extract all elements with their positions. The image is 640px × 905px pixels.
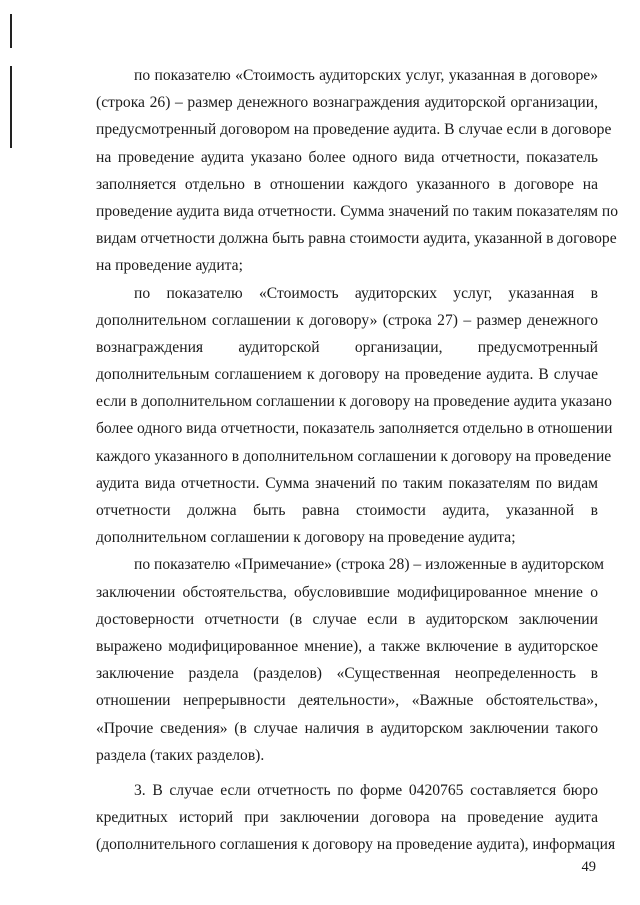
text-line: отношении непрерывности деятельности», «Важные обстоятельства», bbox=[96, 692, 598, 710]
text-line: «Прочие сведения» (в случае наличия в аудиторском заключении такого bbox=[96, 719, 598, 737]
paragraph bbox=[96, 280, 613, 552]
text-line: аудита вида отчетности. Сумма значений по таким показателям по видам bbox=[96, 474, 598, 492]
text-line: предусмотренный договором на проведение аудита. В случае если в договоре bbox=[96, 121, 612, 139]
text-line: видам отчетности должна быть равна стоимости аудита, указанной в договоре bbox=[96, 230, 617, 248]
text-line: раздела (таких разделов). bbox=[96, 746, 265, 764]
text-line: достоверности отчетности (в случае если в аудиторском заключении bbox=[96, 610, 598, 628]
text-line: более одного вида отчетности, показатель заполняется отдельно в отношении bbox=[96, 420, 613, 438]
paragraph bbox=[96, 777, 616, 859]
text-line: (строка 26) – размер денежного вознаграждения аудиторской организации, bbox=[96, 94, 598, 112]
margin-mark-top bbox=[10, 14, 12, 48]
text-line: каждого указанного в дополнительном соглашении к договору на проведение bbox=[96, 447, 612, 465]
text-line: заключение раздела (разделов) «Существенная неопределенность в bbox=[96, 665, 598, 683]
text-line: если в дополнительном соглашении к договору на проведение аудита указано bbox=[96, 393, 612, 411]
paragraph bbox=[96, 62, 619, 280]
document-page bbox=[96, 62, 619, 858]
text-line: по показателю «Стоимость аудиторских услуг, указанная в bbox=[134, 284, 598, 302]
text-line: заполняется отдельно в отношении каждого указанного в договоре на bbox=[96, 175, 598, 193]
text-line: дополнительным соглашением к договору на проведение аудита. В случае bbox=[96, 366, 598, 384]
margin-mark-middle bbox=[10, 66, 12, 148]
text-line: на проведение аудита; bbox=[96, 257, 243, 275]
text-line: отчетности должна быть равна стоимости аудита, указанной в bbox=[96, 502, 598, 519]
text-line: выражено модифицированное мнение), а также включение в аудиторское bbox=[96, 637, 598, 655]
text-line: 3. В случае если отчетность по форме 0420765 составляется бюро bbox=[134, 781, 598, 799]
text-line: дополнительном соглашении к договору» (строка 27) – размер денежного bbox=[96, 311, 598, 329]
text-line: вознаграждения аудиторской организации, предусмотренный bbox=[96, 338, 598, 356]
text-line: по показателю «Стоимость аудиторских услуг, указанная в договоре» bbox=[134, 67, 598, 84]
document-body bbox=[96, 62, 619, 858]
page-number: 49 bbox=[581, 859, 596, 875]
text-line: проведение аудита вида отчетности. Сумма значений по таким показателям по bbox=[96, 202, 619, 220]
text-line: на проведение аудита указано более одного вида отчетности, показатель bbox=[96, 148, 598, 166]
paragraph bbox=[96, 551, 605, 769]
text-line: кредитных историй при заключении договора на проведение аудита bbox=[96, 809, 598, 827]
text-line: (дополнительного соглашения к договору на проведение аудита), информация bbox=[96, 836, 616, 854]
text-line: дополнительном соглашении к договору на проведение аудита; bbox=[96, 529, 516, 547]
text-line: заключении обстоятельства, обусловившие модифицированное мнение о bbox=[96, 583, 598, 601]
text-line: по показателю «Примечание» (строка 28) – изложенные в аудиторском bbox=[134, 556, 605, 574]
